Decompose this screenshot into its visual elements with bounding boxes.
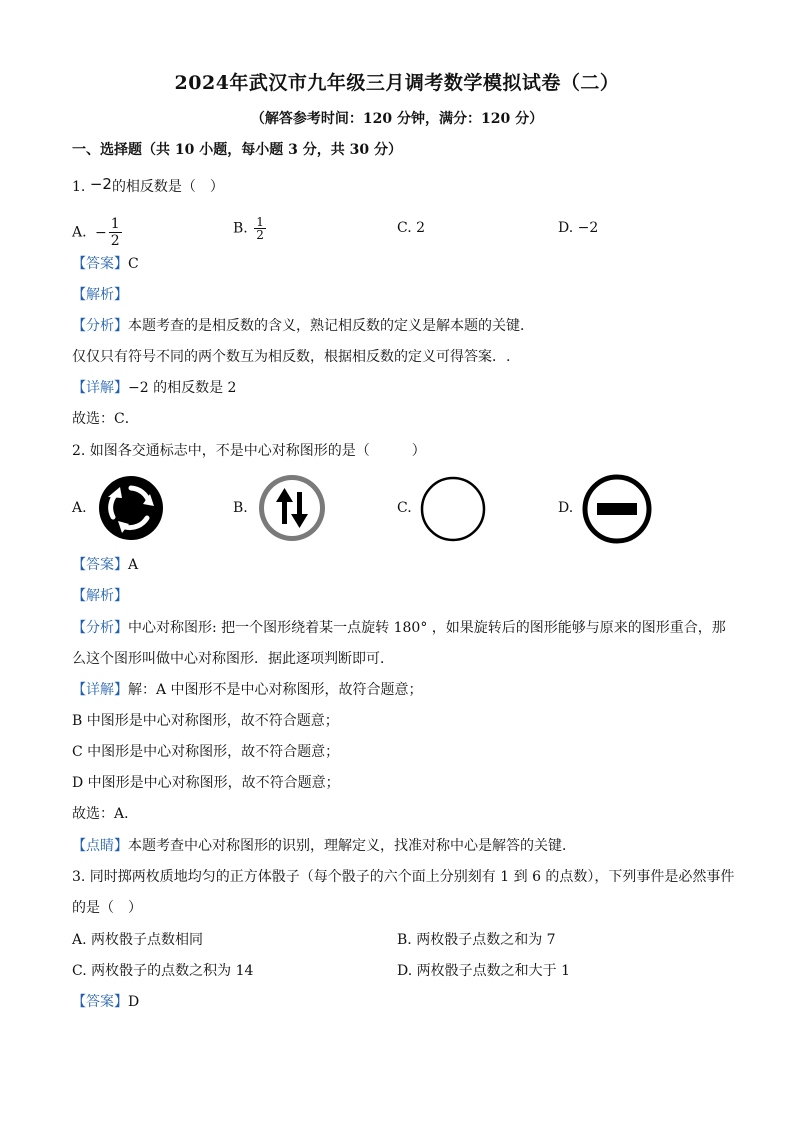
q1-fenxi-text: 本题考查的是相反数的含义，熟记相反数的定义是解本题的关键． bbox=[128, 318, 534, 334]
q2-answer bbox=[72, 555, 138, 575]
empty-circle-sign-icon bbox=[420, 476, 486, 542]
answer-tag: 【答案】 bbox=[72, 256, 128, 272]
q1-option-a-denominator: 2 bbox=[110, 233, 120, 249]
q1-option-a-numerator: 1 bbox=[110, 216, 120, 232]
q1-answer-value: C bbox=[128, 256, 139, 272]
q1-option-b-numerator: 1 bbox=[256, 215, 264, 229]
q2-analysis-tag: 【解析】 bbox=[72, 588, 128, 604]
q1-math: −2 bbox=[89, 175, 112, 193]
detail-tag: 【详解】 bbox=[72, 380, 128, 396]
answer-tag: 【答案】 bbox=[72, 557, 128, 573]
q2-detail-c: C 中图形是中心对称图形，故不符合题意； bbox=[72, 744, 340, 760]
dianjing-tag: 【点睛】 bbox=[72, 838, 128, 854]
q2-option-d-label: D. bbox=[558, 500, 574, 516]
answer-tag: 【答案】 bbox=[72, 994, 128, 1010]
q2-answer-value: A bbox=[128, 557, 139, 573]
q2-dianjing bbox=[72, 836, 576, 856]
q2-detail-text: 解：A 中图形不是中心对称图形，故符合题意； bbox=[128, 682, 423, 698]
q3-option-c: C. 两枚骰子的点数之积为 14 bbox=[72, 963, 254, 979]
q1-stem-text: 的相反数是（ ） bbox=[111, 179, 224, 195]
q1-detail bbox=[72, 378, 236, 398]
q1-fenxi-2: 仅仅只有符号不同的两个数互为相反数，根据相反数的定义可得答案．. bbox=[72, 349, 511, 365]
q1-option-a bbox=[72, 216, 122, 249]
q1-option-b-fraction bbox=[254, 216, 266, 241]
q2-dianjing-text: 本题考查中心对称图形的识别，理解定义，找准对称中心是解答的关键． bbox=[128, 838, 576, 854]
q2-fenxi-2: 么这个图形叫做中心对称图形．据此逐项判断即可． bbox=[72, 651, 394, 667]
q3-option-d: D. 两枚骰子点数之和大于 1 bbox=[397, 963, 570, 979]
q1-fenxi bbox=[72, 316, 534, 336]
q1-detail-text: −2 的相反数是 2 bbox=[128, 380, 237, 396]
q1-choose: 故选：C． bbox=[72, 411, 139, 427]
q2-choose: 故选：A． bbox=[72, 806, 139, 822]
fenxi-tag: 【分析】 bbox=[72, 620, 128, 636]
q2-option-b-label: B. bbox=[233, 500, 248, 516]
roundabout-sign-icon bbox=[98, 475, 164, 541]
q2-option-c-label: C. bbox=[397, 500, 412, 516]
q2-stem: 2. 如图各交通标志中，不是中心对称图形的是（ ） bbox=[72, 443, 426, 459]
two-way-traffic-sign-icon bbox=[258, 474, 326, 542]
q1-option-b bbox=[233, 216, 266, 241]
q1-option-d: D. −2 bbox=[558, 220, 599, 236]
fenxi-tag: 【分析】 bbox=[72, 318, 128, 334]
page-subtitle: （解答参考时间：120 分钟，满分：120 分） bbox=[250, 111, 544, 127]
q1-answer bbox=[72, 254, 139, 274]
q2-fenxi bbox=[72, 618, 726, 638]
q3-answer-value: D bbox=[128, 994, 140, 1010]
q1-option-c: C. 2 bbox=[397, 220, 426, 236]
detail-tag: 【详解】 bbox=[72, 682, 128, 698]
q1-option-a-fraction bbox=[109, 216, 122, 249]
q3-stem: 3. 同时掷两枚质地均匀的正方体骰子（每个骰子的六个面上分别刻有 1 到 6 的点数），下列事件是必然事件 bbox=[72, 869, 735, 885]
page-title: 2024年武汉市九年级三月调考数学模拟试卷（二） bbox=[174, 72, 620, 94]
q1-option-a-sign: − bbox=[95, 224, 107, 241]
q1-option-b-label: B. bbox=[233, 220, 248, 237]
q2-detail-b: B 中图形是中心对称图形，故不符合题意； bbox=[72, 713, 339, 729]
q3-stem-2: 的是（ ） bbox=[72, 900, 142, 916]
q1-option-b-denominator: 2 bbox=[256, 228, 264, 242]
q2-option-a-label: A. bbox=[72, 500, 87, 516]
q3-option-a: A. 两枚骰子点数相同 bbox=[72, 932, 204, 948]
q2-fenxi-text: 中心对称图形: 把一个图形绕着某一点旋转 180° ，如果旋转后的图形能够与原来的图形重合，那 bbox=[128, 620, 726, 636]
q1-option-a-label: A. bbox=[72, 224, 87, 241]
section-heading: 一、选择题（共 10 小题，每小题 3 分，共 30 分） bbox=[72, 142, 402, 158]
q2-detail-d: D 中图形是中心对称图形，故不符合题意； bbox=[72, 775, 340, 791]
q3-option-b: B. 两枚骰子点数之和为 7 bbox=[397, 932, 556, 948]
q1-stem bbox=[72, 176, 224, 197]
q1-analysis-tag: 【解析】 bbox=[72, 287, 128, 303]
q1-number: 1. bbox=[72, 179, 86, 195]
no-entry-sign-icon bbox=[582, 474, 652, 544]
q2-detail bbox=[72, 680, 423, 700]
q3-answer bbox=[72, 992, 139, 1012]
